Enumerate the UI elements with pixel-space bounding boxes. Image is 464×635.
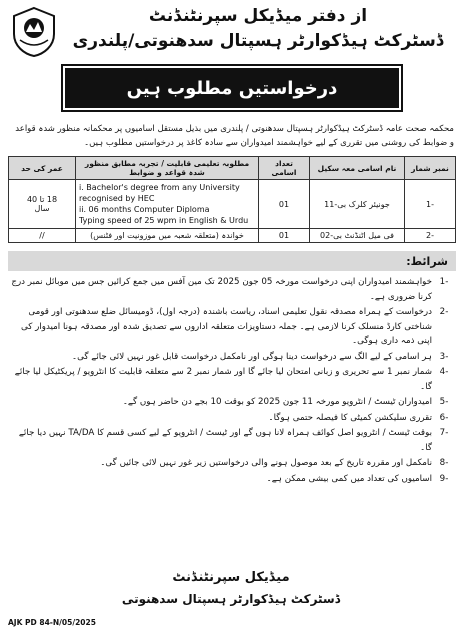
- list-item: [8, 305, 456, 349]
- intro-paragraph: محکمہ صحت عامہ ڈسٹرکٹ ہیڈکوارٹر ہسپتال سدھنوتی / پلندری میں بذیل مستقل اسامیوں پر محکمانہ منظور شدہ قواعد و ضوابط کی روشنی میں تقرری کے لیے خواہشمند امیدواران سے سادہ کاغذ پر درخواستیں مطلوب ہیں۔: [15, 124, 454, 148]
- banner-text: درخواستیں مطلوب ہیں: [126, 77, 338, 99]
- condition-text: شمار نمبر 1 سے تحریری و زبانی امتحان لیا جائے گا اور شمار نمبر 2 سے متعلقہ قابلیت کا انٹرویو / پریکٹیکل لیا جائے گا۔: [14, 367, 432, 392]
- list-item: [8, 426, 456, 455]
- posts-table: [8, 156, 456, 243]
- header-serial: نمبر شمار: [405, 157, 456, 180]
- condition-text: امیدواران ٹیسٹ / انٹرویو مورخہ 11 جون 2025 کو بوقت 10 بجے دن حاضر ہوں گے۔: [122, 397, 432, 407]
- list-item: [8, 365, 456, 394]
- cell-qualification: [76, 180, 259, 229]
- hospital-title: ڈسٹرکٹ ہیڈکوارٹر ہسپتال سدھنوتی/پلندری: [72, 31, 444, 51]
- list-item: [8, 456, 456, 471]
- list-item: [8, 395, 456, 410]
- list-item: [8, 411, 456, 426]
- condition-text: ہر اسامی کے لیے الگ سے درخواست دینا ہوگی اور نامکمل درخواست قابل غور نہیں لائی جائے گی۔: [72, 351, 432, 362]
- cell-post: فی میل اٹنڈنٹ بی-02: [310, 229, 405, 243]
- condition-number: -6: [439, 412, 449, 423]
- header-count: تعداد اسامی: [259, 157, 310, 180]
- cell-age: //: [9, 229, 76, 243]
- condition-number: -3: [439, 351, 449, 362]
- qualification-line: i. Bachelor's degree from any University: [79, 183, 240, 192]
- list-item: [8, 472, 456, 487]
- list-item: [8, 275, 456, 304]
- list-item: [8, 350, 456, 365]
- cell-count: 01: [259, 180, 310, 229]
- table-header-row: [9, 157, 456, 180]
- reference-number: AJK PD 84-N/05/2025: [8, 618, 96, 627]
- cell-serial: -1: [405, 180, 456, 229]
- condition-number: -5: [439, 397, 449, 407]
- condition-number: -7: [439, 428, 449, 438]
- condition-text: درخواست کے ہمراہ مصدقہ نقول تعلیمی اسناد، ریاست باشندہ (درجہ اول)، ڈومیسائل ضلع سدھنوتی اور قومی شناختی کارڈ منسلک کرنا لازمی ہے۔ جملہ دستاویزات متعلقہ اداروں سے تصدیق شدہ اور مصدقہ ہونا امیدوار کی اپنی ذمہ داری ہوگی۔: [21, 307, 432, 346]
- table-row: [9, 180, 456, 229]
- condition-text: بوقت ٹیسٹ / انٹرویو اصل کوائف ہمراہ لانا ہوں گے اور ٹیسٹ / انٹرویو کے لیے کسی قسم کا TA/DA نہیں دیا جائے گا۔: [18, 428, 432, 453]
- header-age: عمر کی حد: [9, 157, 76, 180]
- header: [6, 4, 458, 62]
- condition-text: تقرری سلیکشن کمیٹی کا فیصلہ حتمی ہوگا۔: [268, 412, 432, 423]
- conditions-heading: شرائط:: [8, 251, 456, 271]
- cell-qualification: خواندہ (متعلقہ شعبہ میں موزونیت اور فٹنس): [76, 229, 259, 243]
- signature-office: ڈسٹرکٹ ہیڈکوارٹر ہسپتال سدھنوتی: [121, 592, 341, 606]
- cell-count: 01: [259, 229, 310, 243]
- condition-number: -4: [439, 367, 449, 377]
- condition-text: خواہشمند امیدواران اپنی درخواست مورخہ 05 جون 2025 تک مین آفس میں جمع کرائیں جس میں موبائل نمبر درج کرنا ضروری ہے۔: [11, 277, 432, 302]
- table-row: [9, 229, 456, 243]
- age-range: 18 تا 40: [26, 195, 58, 204]
- condition-text: نامکمل اور مقررہ تاریخ کے بعد موصول ہونے والی درخواستیں زیر غور نہیں لائی جائیں گی۔: [100, 458, 432, 468]
- qualification-line: Typing speed of 25 wpm in English & Urdu: [79, 216, 249, 225]
- condition-text: اسامیوں کی تعداد میں کمی بیشی ممکن ہے۔: [266, 473, 432, 484]
- header-post: نام اسامی معہ سکیل: [310, 157, 405, 180]
- signature-title: میڈیکل سپرنٹنڈنٹ: [172, 570, 290, 585]
- cell-post: جونیئر کلرک بی-11: [310, 180, 405, 229]
- advertisement-page: [6, 4, 458, 631]
- condition-number: -9: [439, 473, 449, 484]
- condition-number: -1: [439, 277, 449, 287]
- govt-emblem-icon: [10, 6, 58, 58]
- office-title: از دفتر میڈیکل سپرنٹنڈنٹ: [148, 6, 368, 26]
- qualification-line: recognised by HEC: [79, 194, 155, 203]
- condition-number: -8: [439, 458, 449, 468]
- age-unit: سال: [34, 204, 50, 213]
- cell-age: [9, 180, 76, 229]
- header-qualification: مطلوبہ تعلیمی قابلیت / تجربہ مطابق منظور شدہ قواعد و ضوابط: [76, 157, 259, 180]
- condition-number: -2: [439, 307, 449, 317]
- cell-serial: -2: [405, 229, 456, 243]
- conditions-list: [8, 275, 456, 486]
- qualification-line: ii. 06 months Computer Diploma: [79, 205, 210, 214]
- applications-wanted-banner: [65, 68, 399, 108]
